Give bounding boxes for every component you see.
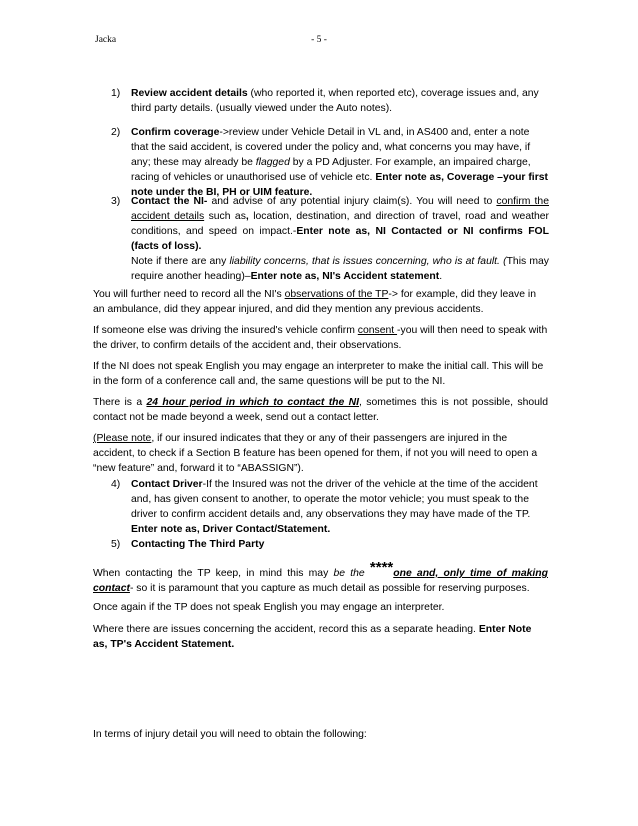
item-2-number: 2) <box>111 127 121 138</box>
item-5-title-text: Contacting The Third Party <box>131 539 265 550</box>
para-observations-link: observations of the TP <box>284 289 389 300</box>
para-observations-b: -> for example, did they leave in an ambulance, did they appear injured, and did they mention any previous accidents. <box>93 289 536 315</box>
header-page-number: - 5 - <box>311 35 327 45</box>
note-b: This may require another heading)– <box>131 256 549 282</box>
para-24hr-period: 24 hour period in which to contact the NI <box>146 397 360 408</box>
para-24hr <box>93 395 548 425</box>
item-5-title <box>131 537 549 552</box>
para-observations-a: You will further need to record all the NI's <box>93 289 285 300</box>
para-consent <box>93 323 548 353</box>
note-a: Note if there are any <box>131 256 230 267</box>
item-2-flagged: flagged <box>255 157 290 168</box>
item-5-number: 5) <box>111 539 121 550</box>
item-3-body-b: such as <box>204 211 246 222</box>
item-1-body: (who reported it, when reported etc), coverage issues and, any third party details. (usually viewed under the Auto notes). <box>131 88 539 114</box>
header-author: Jacka <box>95 35 117 45</box>
para-tp-interpreter: Once again if the TP does not speak English you may engage an interpreter. <box>93 602 445 613</box>
item-4-text <box>131 477 549 537</box>
item-3-note <box>131 254 549 284</box>
item-2-body-b: by a PD Adjuster. For example, an impaired charge, racing of vehicles or unauthorised use of vehicle etc. <box>131 157 531 183</box>
item-1-number: 1) <box>111 88 121 99</box>
item-4-enter-note: Enter note as, Driver Contact/Statement. <box>131 524 331 535</box>
para-separate-heading <box>93 622 548 652</box>
para-contacting-tp-be: be the <box>333 568 365 579</box>
para-24hr-a: There is a <box>93 397 147 408</box>
para-injury-detail: In terms of injury detail you will need to obtain the following: <box>93 729 367 740</box>
item-3-comma: , <box>245 211 249 222</box>
item-4-title: Contact Driver <box>131 479 203 490</box>
item-3-body-a: and advise of any potential injury claim(s). You will need to <box>207 196 497 207</box>
item-2-enter-note: Enter note as, Coverage –your first note under the BI, PH or UIM feature. <box>131 172 548 198</box>
item-4-number: 4) <box>111 479 121 490</box>
item-2-body-a: ->review under Vehicle Detail in VL and, in AS400 and, enter a note that the said accident, is covered under the policy and, what concerns you may have, if any; these may already be <box>131 127 531 168</box>
para-consent-b: -you will then need to speak with the driver, to confirm details of the accident and, their observations. <box>93 325 548 351</box>
para-please-note-body: , if our insured indicates that they or any of their passengers are injured in the accident, to check if a Section B feature has been opened for them, if not you will need to open a “new feature” and, forward it to “ABASSIGN”). <box>93 433 538 474</box>
stars-mark: **** <box>369 559 394 576</box>
para-contacting-tp <box>93 559 548 596</box>
item-2-title: Confirm coverage <box>131 127 220 138</box>
para-consent-link: consent <box>357 325 398 336</box>
item-3-text <box>131 194 549 254</box>
item-1-text <box>131 86 549 116</box>
para-contacting-tp-emphasis: one and, only time of making contact <box>93 568 548 594</box>
para-separate-heading-a: Where there are issues concerning the accident, record this as a separate heading. <box>93 624 479 635</box>
item-1-title: Review accident details <box>131 88 248 99</box>
para-contacting-tp-b: - so it is paramount that you capture as much detail as possible for reserving purposes. <box>129 583 530 594</box>
para-interpreter: If the NI does not speak English you may engage an interpreter to make the initial call. This will be in the form of a conference call and, the same questions will be put to the NI. <box>93 361 544 387</box>
item-3-enter-note: Enter note as, NI Contacted or NI confirms FOL (facts of loss). <box>131 226 549 252</box>
para-contacting-tp-a: When contacting the TP keep, in mind this may <box>93 568 334 579</box>
item-3-body-c: location, destination, and direction of travel, road and weather conditions, and speed on impact.- <box>131 211 550 237</box>
note-enter: Enter note as, NI's Accident statement <box>250 271 440 282</box>
para-24hr-b: , sometimes this is not possible, should contact not be made beyond a week, send out a contact letter. <box>93 397 548 423</box>
para-please-note-label: (Please note <box>93 433 152 444</box>
item-2-text <box>131 125 549 200</box>
note-end: . <box>439 271 443 282</box>
note-liability: liability concerns, that is issues concerning, who is at fault. ( <box>229 256 507 267</box>
item-3-title: Contact the NI- <box>131 196 208 207</box>
para-consent-a: If someone else was driving the insured's vehicle confirm <box>93 325 358 336</box>
para-separate-heading-enter: Enter Note as, TP's Accident Statement. <box>93 624 532 650</box>
para-observations <box>93 287 548 317</box>
item-4-body: -If the Insured was not the driver of the vehicle at the time of the accident and, has given consent to another, to operate the motor vehicle; you must speak to the driver to confirm accident details and, any observations they may have made of the TP. <box>131 479 538 520</box>
para-please-note <box>93 431 548 476</box>
item-3-number: 3) <box>111 196 121 207</box>
item-3-confirm-link: confirm the accident details <box>131 196 549 222</box>
